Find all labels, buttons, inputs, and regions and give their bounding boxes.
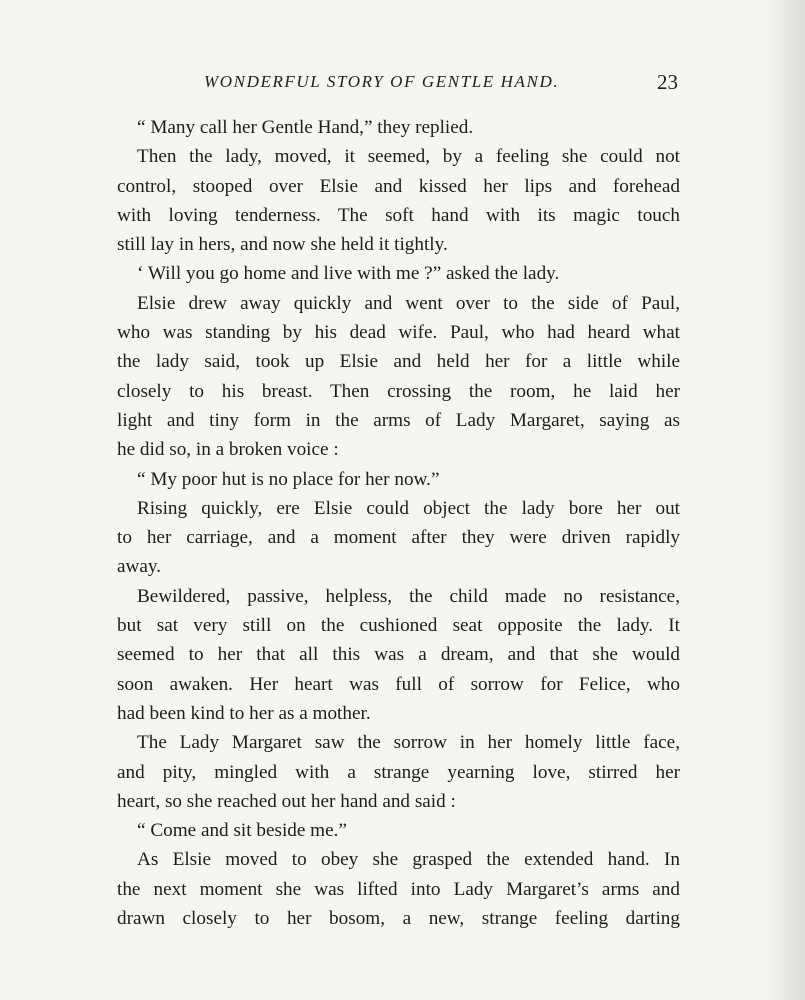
text-line: but sat very still on the cushioned seat opposite the lady. It (117, 615, 680, 637)
text-line: closely to his breast. Then crossing the room, he laid her (117, 380, 680, 402)
text-line: and pity, mingled with a strange yearning love, stirred her (117, 761, 680, 783)
body-text (117, 113, 680, 933)
text-line: “ Many call her Gentle Hand,” they replied. (137, 117, 474, 138)
text-line: away. (117, 556, 162, 578)
text-line: he did so, in a broken voice : (117, 439, 339, 461)
text-line: with loving tenderness. The soft hand with its magic touch (117, 204, 680, 226)
text-line: still lay in hers, and now she held it tightly. (117, 234, 448, 256)
page-header (117, 72, 680, 102)
text-line: “ My poor hut is no place for her now.” (137, 468, 440, 490)
text-line: the next moment she was lifted into Lady Margaret’s arms and (117, 878, 680, 900)
text-line: light and tiny form in the arms of Lady Margaret, saying as (117, 409, 680, 431)
text-line: the lady said, took up Elsie and held her for a little while (117, 351, 680, 373)
running-head: WONDERFUL STORY OF GENTLE HAND. (204, 72, 560, 91)
text-line: control, stooped over Elsie and kissed her lips and forehead (117, 175, 680, 197)
page-number: 23 (657, 70, 678, 94)
text-line: to her carriage, and a moment after they were driven rapidly (117, 527, 680, 549)
text-line: “ Come and sit beside me.” (137, 820, 347, 842)
text-line: As Elsie moved to obey she grasped the extended hand. In (137, 849, 680, 871)
text-line: Rising quickly, ere Elsie could object the lady bore her out (137, 497, 680, 519)
text-line: Then the lady, moved, it seemed, by a feeling she could not (137, 146, 680, 168)
text-line: who was standing by his dead wife. Paul, who had heard what (117, 322, 680, 344)
text-line: soon awaken. Her heart was full of sorrow for Felice, who (117, 673, 680, 695)
text-line: The Lady Margaret saw the sorrow in her homely little face, (137, 732, 680, 754)
text-line: seemed to her that all this was a dream, and that she would (117, 644, 680, 666)
text-line: had been kind to her as a mother. (117, 702, 371, 724)
page-edge-shadow (765, 0, 805, 1000)
text-line: heart, so she reached out her hand and said : (117, 790, 456, 812)
text-line: ‘ Will you go home and live with me ?” asked the lady. (137, 263, 560, 285)
text-line: Bewildered, passive, helpless, the child made no resistance, (137, 585, 680, 607)
text-line: drawn closely to her bosom, a new, strange feeling darting (117, 908, 680, 930)
text-line: Elsie drew away quickly and went over to the side of Paul, (137, 292, 680, 314)
